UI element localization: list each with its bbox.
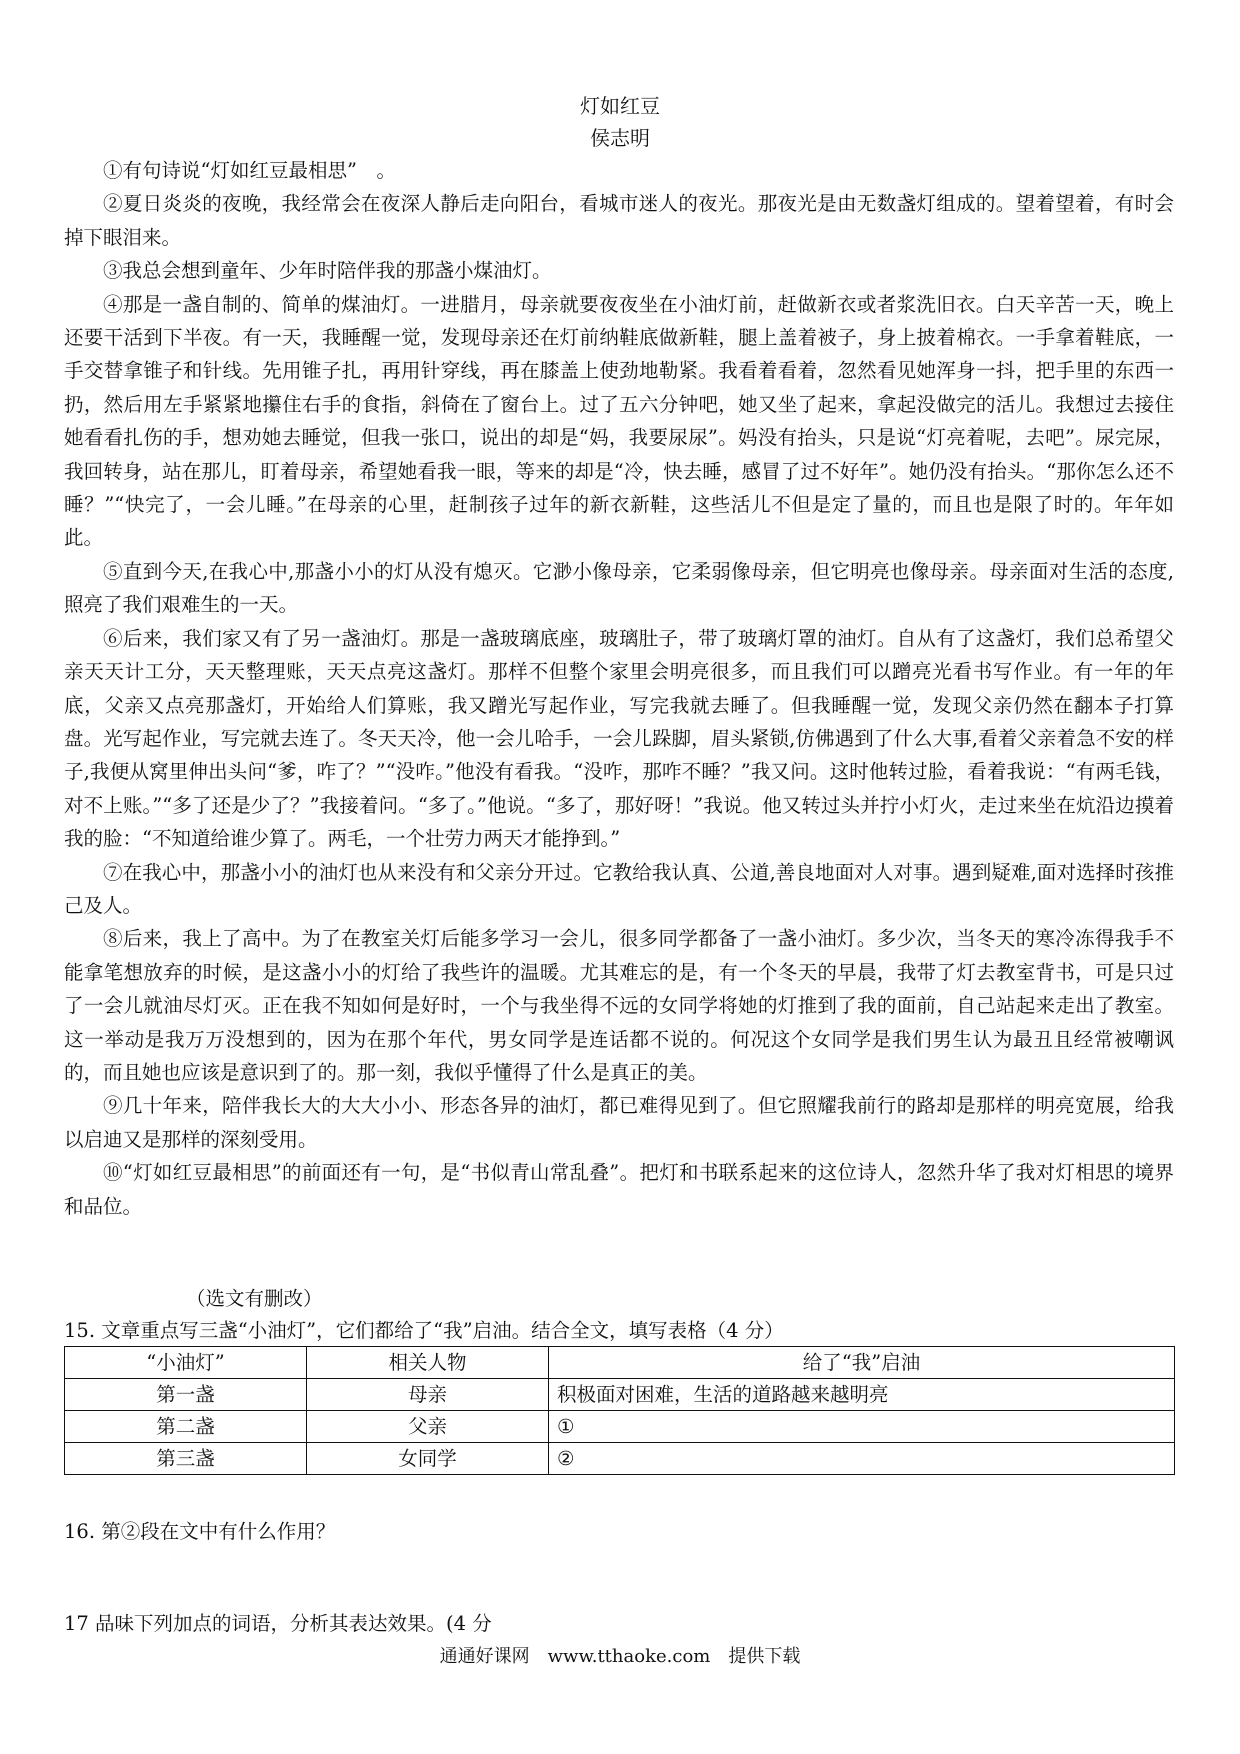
paragraph-9: ⑨几十年来，陪伴我长大的大大小小、形态各异的油灯，都已难得见到了。但它照耀我前行的路却是那样的明亮宽展，给我以启迪又是那样的深刻受用。 [64, 1094, 1174, 1151]
answer-table [64, 1346, 1175, 1475]
question-17: 17 品味下列加点的词语，分析其表达效果。(4 分 [64, 1612, 492, 1635]
paragraph-2: ②夏日炎炎的夜晚，我经常会在夜深人静后走向阳台，看城市迷人的夜光。那夜光是由无数盏灯组成的。望着望着，有时会掉下眼泪来。 [64, 192, 1174, 249]
table-cell: 第三盏 [65, 1443, 307, 1475]
column-header-lamp: “小油灯” [65, 1347, 307, 1379]
column-header-person: 相关人物 [307, 1347, 549, 1379]
paragraph-8: ⑧后来，我上了高中。为了在教室关灯后能多学习一会儿，很多同学都备了一盏小油灯。多少次，当冬天的寒冷冻得我手不能拿笔想放弃的时候，是这盏小小的灯给了我些许的温暖。尤其难忘的是，有一个冬天的早晨，我带了灯去教室背书，可是只过了一会儿就油尽灯灭。正在我不知如何是好时，一个与我坐得不远的女同学将她的灯推到了我的面前，自己站起来走出了教室。这一举动是我万万没想到的，因为在那个年代，男女同学是连话都不说的。何况这个女同学是我们男生认为最丑且经常被嘲讽的，而且她也应该是意识到了的。那一刻，我似乎懂得了什么是真正的美。 [64, 927, 1174, 1084]
article-title: 灯如红豆 [580, 94, 660, 118]
table-cell: 父亲 [307, 1411, 549, 1443]
question-15: 15. 文章重点写三盏“小油灯”，它们都给了“我”启油。结合全文，填写表格（4 分） [64, 1319, 784, 1342]
question-16: 16. 第②段在文中有什么作用？ [64, 1520, 336, 1543]
paragraph-3: ③我总会想到童年、少年时陪伴我的那盏小煤油灯。 [103, 259, 552, 283]
column-header-inspiration: 给了“我”启油 [549, 1347, 1175, 1379]
table-row [65, 1443, 1175, 1475]
table-cell: 母亲 [307, 1379, 549, 1411]
table-row [65, 1411, 1175, 1443]
paragraph-10: ⑩“灯如红豆最相思”的前面还有一句，是“书似青山常乱叠”。把灯和书联系起来的这位诗人，忽然升华了我对灯相思的境界和品位。 [64, 1161, 1174, 1218]
table-cell: 第一盏 [65, 1379, 307, 1411]
answer-blank-1[interactable]: ① [549, 1411, 1175, 1443]
table-row [65, 1379, 1175, 1411]
table-header-row [65, 1347, 1175, 1379]
table-cell: 积极面对困难，生活的道路越来越明亮 [549, 1379, 1175, 1411]
article-author: 侯志明 [590, 126, 650, 150]
table-cell: 第二盏 [65, 1411, 307, 1443]
paragraph-5: ⑤直到今天,在我心中,那盏小小的灯从没有熄灭。它渺小像母亲，它柔弱像母亲，但它明亮也像母亲。母亲面对生活的态度,照亮了我们艰难生的一天。 [64, 559, 1174, 617]
paragraph-1: ①有句诗说“灯如红豆最相思” 。 [103, 159, 396, 182]
paragraph-4: ④那是一盏自制的、简单的煤油灯。一进腊月，母亲就要夜夜坐在小油灯前，赶做新衣或者浆洗旧衣。白天辛苦一天，晚上还要干活到下半夜。有一天，我睡醒一觉，发现母亲还在灯前纳鞋底做新鞋，腿上盖着被子，身上披着棉衣。一手拿着鞋底，一手交替拿锥子和针线。先用锥子扎，再用针穿线，再在膝盖上使劲地勒紧。我看着看着，忽然看见她浑身一抖，把手里的东西一扔，然后用左手紧紧地攥住右手的食指，斜倚在了窗台上。过了五六分钟吧，她又坐了起来，拿起没做完的活儿。我想过去接住她看看扎伤的手，想劝她去睡觉，但我一张口，说出的却是“妈，我要尿尿”。妈没有抬头，只是说“灯亮着呢，去吧”。尿完尿，我回转身，站在那儿，盯着母亲，希望她看我一眼，等来的却是“冷，快去睡，感冒了过不好年”。她仍没有抬头。“那你怎么还不睡？”“快完了，一会儿睡。”在母亲的心里，赶制孩子过年的新衣新鞋，这些活儿不但是定了量的，而且也是限了时的。年年如此。 [64, 292, 1174, 550]
article-body [64, 154, 1174, 1223]
table-cell: 女同学 [307, 1443, 549, 1475]
source-note: （选文有删改） [186, 1287, 323, 1310]
footer-watermark: 通通好课网 www.tthaoke.com 提供下载 [439, 1646, 801, 1667]
answer-blank-2[interactable]: ② [549, 1443, 1175, 1475]
paragraph-6: ⑥后来，我们家又有了另一盏油灯。那是一盏玻璃底座，玻璃肚子，带了玻璃灯罩的油灯。自从有了这盏灯，我们总希望父亲天天计工分，天天整理账，天天点亮这盏灯。那样不但整个家里会明亮很多，而且我们可以蹭亮光看书写作业。有一年的年底，父亲又点亮那盏灯，开始给人们算账，我又蹭光写起作业，写完我就去睡了。但我睡醒一觉，发现父亲仍然在翻本子打算盘。光写起作业，写完就去连了。冬天天冷，他一会儿哈手，一会儿跺脚，眉头紧锁,仿佛遇到了什么大事,看着父亲着急不安的样子,我便从窝里伸出头问“爹，咋了？”“没咋。”他没有看我。“没咋，那咋不睡？”我又问。这时他转过脸，看着我说：“有两毛钱，对不上账。”“多了还是少了？”我接着问。“多了。”他说。“多了，那好呀！”我说。他又转过头并拧小灯火，走过来坐在炕沿边摸着我的脸：“不知道给谁少算了。两毛，一个壮劳力两天才能挣到。” [64, 626, 1174, 851]
paragraph-7: ⑦在我心中，那盏小小的油灯也从来没有和父亲分开过。它教给我认真、公道,善良地面对人对事。遇到疑难,面对选择时孩推己及人。 [64, 860, 1174, 917]
